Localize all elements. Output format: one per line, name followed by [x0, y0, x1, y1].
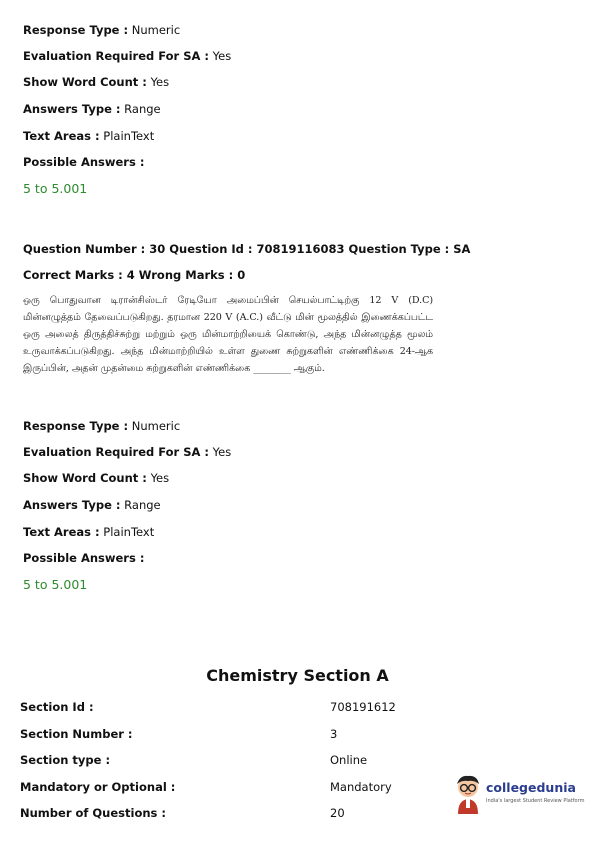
show-word-count-row: Show Word Count : Yes: [23, 471, 170, 485]
section-type-label: Section type :: [20, 753, 111, 767]
number-of-questions-value: 20: [330, 806, 345, 820]
text-areas-row: Text Areas : PlainText: [23, 525, 155, 539]
section-number-label: Section Number :: [20, 727, 133, 741]
section-type-value: Online: [330, 753, 368, 767]
section-number-value: 3: [330, 727, 338, 741]
show-word-count-row: Show Word Count : Yes: [23, 75, 170, 89]
possible-answers-label: Possible Answers :: [23, 155, 145, 169]
answers-type-row: Answers Type : Range: [23, 498, 161, 512]
response-type-row: Response Type : Numeric: [23, 419, 181, 433]
section-title: Chemistry Section A: [206, 666, 389, 685]
possible-answers-label: Possible Answers :: [23, 551, 145, 565]
response-type-row: Response Type : Numeric: [23, 23, 181, 37]
answers-type-row: Answers Type : Range: [23, 102, 161, 116]
evaluation-required-row: Evaluation Required For SA : Yes: [23, 445, 232, 459]
question-text: ஒரு பொதுவான டிரான்சிஸ்டர் ரேடியோ அமைப்பின் செயல்பாட்டிற்கு 12 V (D.C) மின்னழுத்தம் தேவைப்படுகிறது. தரமான 220 V (A.C.) வீட்டு மின் மூலத்தில் இணைக்கப்பட்ட ஒரு அலைத் திருத்திச்சுற்று மற்றும் ஒரு மின்மாற்றியைக் கொண்டு, அந்த மின்னழுத்த மூலம் உருவாக்கப்படுகிறது. அந்த மின்மாற்றியில் உள்ள துணை சுற்றுகளின் எண்ணிக்கை 24-ஆக இருப்பின், அதன் முதன்மை சுற்றுகளின் எண்ணிக்கை ________ ஆகும்.: [23, 295, 433, 374]
mandatory-label: Mandatory or Optional :: [20, 780, 176, 794]
logo-tagline: India's largest Student Review Platform: [486, 798, 585, 804]
section-id-label: Section Id :: [20, 700, 94, 714]
text-areas-row: Text Areas : PlainText: [23, 129, 155, 143]
mandatory-value: Mandatory: [330, 780, 392, 794]
section-id-value: 708191612: [330, 700, 396, 714]
evaluation-required-row: Evaluation Required For SA : Yes: [23, 49, 232, 63]
possible-answer-value: 5 to 5.001: [23, 181, 88, 196]
possible-answer-value: 5 to 5.001: [23, 577, 88, 592]
question-marks: Correct Marks : 4 Wrong Marks : 0: [23, 268, 246, 282]
collegedunia-logo: [452, 774, 585, 820]
number-of-questions-label: Number of Questions :: [20, 806, 166, 820]
student-mascot-icon: [452, 774, 484, 816]
question-header: Question Number : 30 Question Id : 70819116083 Question Type : SA: [23, 242, 471, 256]
logo-wordmark: collegedunia: [486, 780, 576, 795]
